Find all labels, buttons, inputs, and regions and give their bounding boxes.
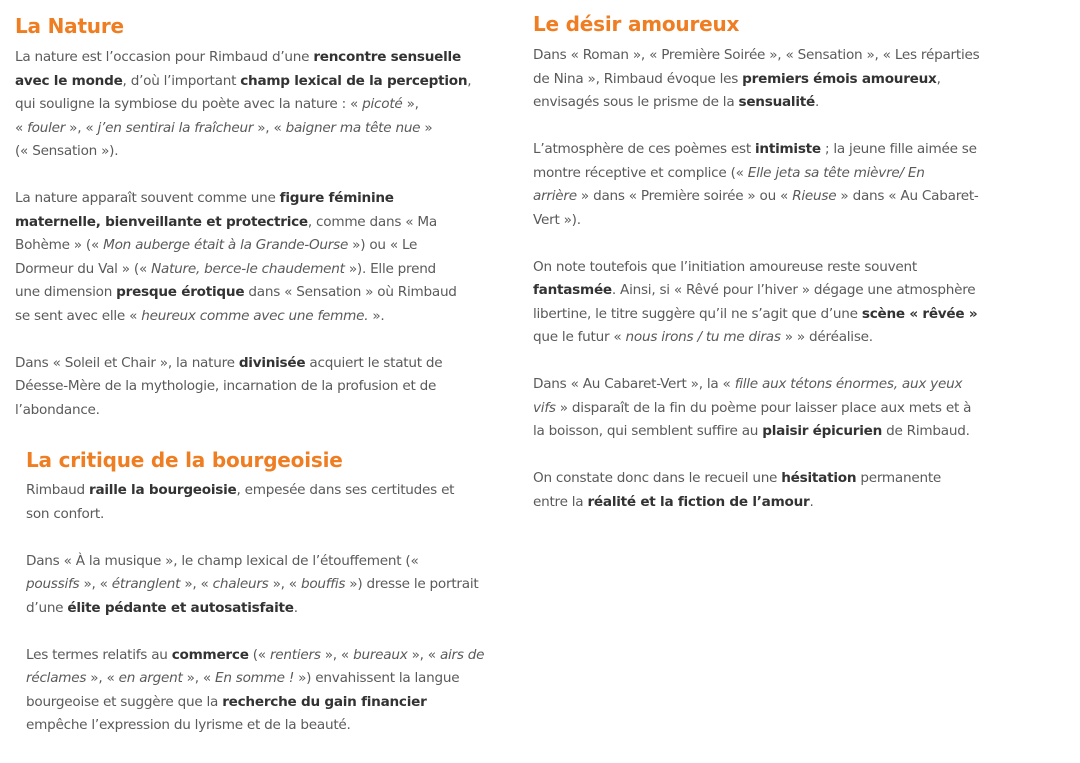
- bold-text: rencontre sensuelle: [313, 49, 461, 65]
- paragraph: [533, 256, 979, 350]
- text-run: («: [248, 646, 270, 663]
- text-run: La nature apparaît souvent comme une: [15, 190, 280, 206]
- text-line: [533, 91, 979, 115]
- bold-text: raille la bourgeoisie: [89, 482, 237, 498]
- text-run: d’une: [26, 599, 68, 616]
- text-line: [26, 479, 484, 503]
- section-body-bourgeoisie: [26, 479, 484, 738]
- text-run: Déesse-Mère de la mythologie, incarnation de la profusion et de: [15, 378, 437, 394]
- text-run: «: [15, 119, 28, 136]
- text-run: » dans « Au Cabaret-: [836, 188, 979, 204]
- text-line: [533, 491, 979, 515]
- text-line: [533, 373, 979, 397]
- text-line: [15, 258, 471, 282]
- text-line: [26, 573, 484, 597]
- text-run: ,: [936, 70, 941, 87]
- text-run: », «: [268, 576, 301, 592]
- text-line: [533, 44, 979, 68]
- italic-quote: poussifs: [26, 576, 80, 592]
- text-run: Dans « À la musique », le champ lexical de l’étouffement («: [26, 552, 419, 569]
- italic-quote: picoté: [362, 96, 403, 112]
- text-run: »: [420, 119, 433, 136]
- bold-text: presque érotique: [116, 284, 245, 300]
- text-run: son confort.: [26, 505, 105, 522]
- bold-text: commerce: [171, 646, 249, 663]
- text-run: », «: [407, 646, 440, 663]
- text-run: bourgeoise et suggère que la: [26, 693, 223, 710]
- text-run: ») envahissent la langue: [294, 670, 460, 686]
- text-line: [15, 140, 471, 164]
- section-title-bourgeoisie: La critique de la bourgeoisie: [26, 448, 343, 472]
- text-run: entre la: [533, 493, 588, 510]
- paragraph: [26, 479, 484, 526]
- text-run: la boisson, qui semblent suffire au: [533, 423, 763, 439]
- text-run: (« Sensation »).: [15, 143, 119, 159]
- text-line: [15, 46, 471, 70]
- italic-quote: Elle jeta sa tête mièvre/ En: [747, 164, 925, 181]
- text-line: [533, 303, 979, 327]
- italic-quote: fouler: [27, 119, 66, 136]
- paragraph: [26, 550, 484, 621]
- text-line: [15, 187, 471, 211]
- text-line: [533, 68, 979, 92]
- text-line: [533, 326, 979, 350]
- text-line: [15, 281, 471, 305]
- text-run: se sent avec elle «: [15, 307, 142, 324]
- text-line: [533, 138, 979, 162]
- bold-text: scène « rêvée »: [861, 305, 978, 322]
- text-run: », «: [180, 576, 213, 592]
- bold-text: élite pédante et autosatisfaite: [67, 599, 294, 616]
- bold-text: réalité et la fiction de l’amour: [587, 493, 810, 510]
- text-run: », «: [320, 646, 354, 663]
- text-run: »). Elle prend: [344, 260, 436, 277]
- bold-text: hésitation: [781, 470, 857, 486]
- paragraph: [15, 352, 471, 423]
- text-line: [533, 467, 979, 491]
- text-line: [15, 399, 471, 423]
- text-run: , comme dans « Ma: [307, 213, 437, 230]
- text-line: [26, 714, 484, 738]
- text-line: [26, 597, 484, 621]
- section-body-desir: [533, 44, 979, 514]
- text-line: [533, 420, 979, 444]
- paragraph: [533, 467, 979, 514]
- paragraph: [533, 138, 979, 232]
- text-run: Dans « Au Cabaret-Vert », la «: [533, 376, 735, 392]
- text-run: qui souligne la symbiose du poète avec la nature : «: [15, 96, 363, 112]
- text-run: ».: [368, 307, 385, 324]
- paragraph: [533, 44, 979, 115]
- text-line: [15, 70, 471, 94]
- text-run: que le futur «: [533, 329, 626, 345]
- text-run: ; la jeune fille aimée se: [820, 141, 977, 157]
- text-run: », «: [86, 670, 119, 686]
- text-line: [15, 375, 471, 399]
- text-run: montre réceptive et complice («: [533, 164, 748, 181]
- text-run: Les termes relatifs au: [26, 646, 172, 663]
- text-run: une dimension: [15, 284, 117, 300]
- bold-text: recherche du gain financier: [222, 693, 427, 710]
- bold-text: champ lexical de la perception: [240, 72, 468, 89]
- italic-quote: heureux comme avec une femme.: [141, 307, 369, 324]
- text-run: acquiert le statut de: [305, 354, 443, 371]
- text-run: de Rimbaud.: [882, 423, 970, 439]
- text-run: », «: [65, 119, 98, 136]
- text-run: dans « Sensation » où Rimbaud: [244, 284, 457, 300]
- italic-quote: chaleurs: [212, 576, 269, 592]
- text-line: [15, 117, 471, 141]
- text-run: Dormeur du Val » («: [15, 260, 152, 277]
- text-line: [533, 162, 979, 186]
- text-run: Rimbaud: [26, 482, 89, 498]
- text-run: .: [809, 493, 814, 510]
- bold-text: figure féminine: [279, 190, 394, 206]
- paragraph: [15, 46, 471, 164]
- italic-quote: Rieuse: [792, 188, 837, 204]
- text-run: », «: [79, 576, 112, 592]
- paragraph: [533, 373, 979, 444]
- text-run: » dans « Première soirée » ou «: [576, 188, 793, 204]
- text-line: [533, 256, 979, 280]
- italic-quote: Nature, berce-le chaudement: [151, 260, 345, 277]
- italic-quote: réclames: [26, 670, 87, 686]
- text-run: On note toutefois que l’initiation amoureuse reste souvent: [533, 258, 917, 275]
- italic-quote: vifs: [533, 399, 556, 416]
- text-run: .: [814, 94, 820, 110]
- text-line: [15, 211, 471, 235]
- bold-text: fantasmée: [533, 282, 612, 298]
- text-run: Dans « Soleil et Chair », la nature: [15, 354, 239, 371]
- section-title-nature: La Nature: [15, 14, 124, 38]
- text-run: La nature est l’occasion pour Rimbaud d’une: [15, 49, 314, 65]
- text-run: »,: [402, 96, 419, 112]
- text-line: [26, 691, 484, 715]
- italic-quote: arrière: [533, 188, 577, 204]
- paragraph: [15, 187, 471, 328]
- text-run: , d’où l’important: [122, 72, 241, 89]
- text-run: » disparaît de la fin du poème pour laisser place aux mets et à: [555, 399, 972, 416]
- bold-text: sensualité: [738, 94, 815, 110]
- text-line: [26, 503, 484, 527]
- text-run: , empesée dans ses certitudes et: [236, 482, 455, 498]
- text-run: empêche l’expression du lyrisme et de la beauté.: [26, 717, 351, 733]
- bold-text: premiers émois amoureux: [742, 70, 937, 87]
- text-line: [533, 397, 979, 421]
- text-run: l’abondance.: [15, 401, 100, 418]
- italic-quote: Mon auberge était à la Grande-Ourse: [103, 237, 349, 253]
- text-run: ») ou « Le: [348, 237, 418, 253]
- bold-text: avec le monde: [15, 72, 123, 89]
- paragraph: [26, 644, 484, 738]
- text-run: Vert »).: [533, 211, 581, 228]
- italic-quote: étranglent: [111, 576, 181, 592]
- text-run: L’atmosphère de ces poèmes est: [533, 141, 755, 157]
- text-run: envisagés sous le prisme de la: [533, 94, 739, 110]
- text-line: [533, 209, 979, 233]
- italic-quote: baigner ma tête nue: [285, 119, 421, 136]
- text-run: ») dresse le portrait: [345, 576, 479, 592]
- text-run: On constate donc dans le recueil une: [533, 470, 782, 486]
- text-line: [26, 667, 484, 691]
- text-line: [26, 644, 484, 668]
- text-run: libertine, le titre suggère qu’il ne s’agit que d’une: [533, 305, 862, 322]
- text-run: Dans « Roman », « Première Soirée », « Sensation », « Les réparties: [533, 47, 980, 63]
- italic-quote: en argent: [118, 670, 183, 686]
- text-line: [15, 352, 471, 376]
- italic-quote: En somme !: [215, 670, 295, 686]
- bold-text: plaisir épicurien: [762, 423, 883, 439]
- italic-quote: fille aux tétons énormes, aux yeux: [734, 376, 963, 392]
- text-line: [533, 185, 979, 209]
- italic-quote: rentiers: [269, 646, 321, 663]
- text-run: » » déréalise.: [780, 329, 873, 345]
- text-run: », «: [253, 119, 286, 136]
- bold-text: intimiste: [755, 141, 821, 157]
- text-line: [26, 550, 484, 574]
- bold-text: maternelle, bienveillante et protectrice: [15, 213, 308, 230]
- text-line: [533, 279, 979, 303]
- italic-quote: nous irons / tu me diras: [625, 329, 781, 345]
- text-line: [15, 93, 471, 117]
- italic-quote: bureaux: [353, 646, 408, 663]
- section-body-nature: [15, 46, 471, 422]
- text-run: .: [293, 599, 298, 616]
- text-run: . Ainsi, si « Rêvé pour l’hiver » dégage une atmosphère: [611, 282, 976, 298]
- section-desir: [533, 11, 979, 514]
- text-run: », «: [182, 670, 215, 686]
- text-run: permanente: [856, 470, 942, 486]
- text-run: de Nina », Rimbaud évoque les: [533, 70, 743, 87]
- bold-text: divinisée: [238, 354, 306, 371]
- italic-quote: bouffis: [300, 576, 346, 592]
- section-nature: [15, 13, 471, 422]
- text-run: ,: [467, 72, 472, 89]
- italic-quote: j’en sentirai la fraîcheur: [97, 119, 254, 136]
- italic-quote: airs de: [439, 646, 485, 663]
- section-title-desir: Le désir amoureux: [533, 12, 740, 36]
- section-bourgeoisie: [26, 447, 484, 738]
- text-run: Bohème » («: [15, 237, 104, 253]
- text-line: [15, 234, 471, 258]
- text-line: [15, 305, 471, 329]
